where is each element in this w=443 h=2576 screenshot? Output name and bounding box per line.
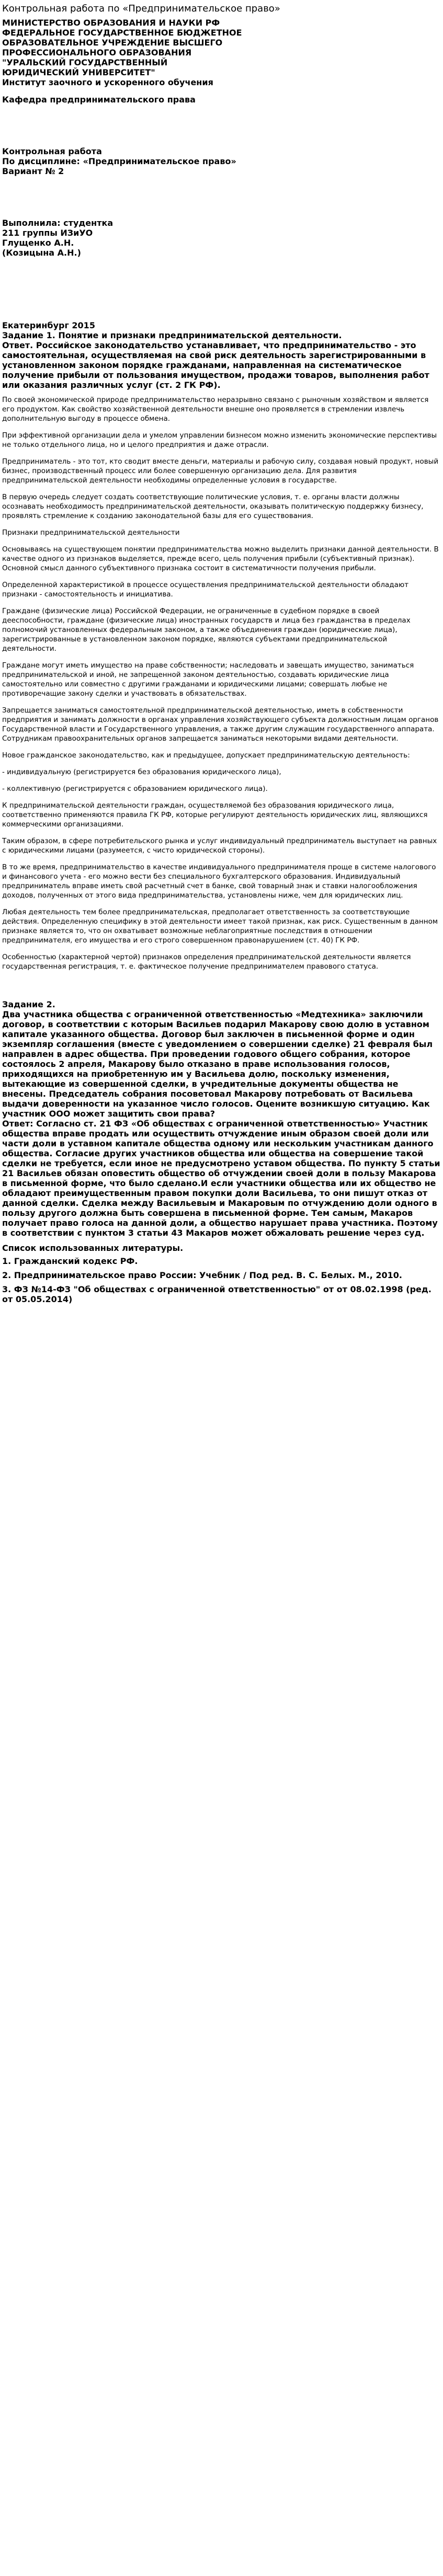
author-line: Выполнила: студентка (2, 218, 113, 228)
subheading: Признаки предпринимательской деятельности (2, 528, 180, 537)
paragraph: Запрещается заниматься самостоятельной предпринимательской деятельностью, иметь в собственности предприятия и занимать должности в органах управления хозяйствующего субъекта должностным лицам органов Государственной власти и Государственного управления, а также другим служащим государственного аппарата. Сотрудникам правоохранительных органов запрещается заниматься некоторыми видами деятельности. (2, 706, 439, 743)
task2-section (2, 999, 441, 1238)
paragraph: Основываясь на существующем понятии предпринимательства можно выделить признаки данной деятельности. В качестве одного из признаков выделяется, прежде всего, цель получения прибыли (субъективный признак). Основной смысл данного субъективного признака состоит в систематичности получения прибыли. (2, 545, 439, 572)
paragraph: В то же время, предпринимательство в качестве индивидуального предпринимателя проще в системе налогового и финансового учета - его можно вести без специального бухгалтерского образования. Индивидуальный предприниматель вправе иметь свой расчетный счет в банке, свой товарный знак и ставки налогообложения доходов, полученных от этого вида предпринимательства, установлены ниже, чем для юридических лиц. (2, 863, 436, 900)
author-line: 211 группы ИЗиУО (2, 228, 93, 238)
paragraph: Таким образом, в сфере потребительского рынка и услуг индивидуальный предприниматель выступает на равных с юридическими лицами (разумеется, с чисто юридической стороны). (2, 837, 437, 855)
discipline-line: По дисциплине: «Предпринимательское право» (2, 156, 236, 166)
institute-line: Институт заочного и ускоренного обучения (2, 77, 213, 87)
paragraph: Особенностью (характерной чертой) признаков определения предпринимательской деятельности является государственная регистрация, т. е. фактическое получение предпринимателем правового статуса. (2, 953, 411, 971)
paragraph: В первую очередь следует создать соответствующие политические условия, т. е. органы власти должны осознавать необходимость предпринимательской деятельности, оказывать политическую поддержку бизнесу, проявлять стремление к созданию законодательной базы для его существования. (2, 493, 424, 520)
reference-item: 1. Гражданский кодекс РФ. (2, 1256, 138, 1266)
department-line: Кафедра предпринимательского права (2, 95, 196, 105)
list-paragraph: - коллективную (регистрируется с образованием юридического лица). (2, 785, 268, 793)
header-line: "УРАЛЬСКИЙ ГОСУДАРСТВЕННЫЙ (2, 58, 168, 67)
author-line: Глущенко А.Н. (2, 238, 74, 248)
paragraph: Предприниматель - это тот, кто сводит вместе деньги, материалы и рабочую силу, создавая новый продукт, новый бизнес, производственный процесс или более совершенную организацию дела. Для развития предпринимательской деятельности необходимы определенные условия в государстве. (2, 457, 439, 485)
paragraph: Граждане могут иметь имущество на праве собственности; наследовать и завещать имущество, заниматься предпринимательской и иной, не запрещенной законом деятельностью, создавать юридические лица самостоятельно или совместно с другими гражданами и юридическими лицами; совершать любые не противоречащие закону сделки и участвовать в обязательствах. (2, 661, 414, 698)
header-line: ПРОФЕССИОНАЛЬНОГО ОБРАЗОВАНИЯ (2, 48, 192, 58)
task2-body: Два участника общества с ограниченной ответственностью «Медтехника» заключили договор, в соответствии с которым Васильев подарил Макарову свою долю в уставном капитале указанного общества. Договор был заключен в письменной форме и один экземпляр соглашения (вместе с уведомлением о совершении сделке) 21 февраля был направлен в адрес общества. При проведении годового общего собрания, которое состоялось 2 апреля, Макарову было отказано в праве использования голосов, приходящихся на приобретенную им у Васильева долю, поскольку изменения, вытекающие из совершенной сделки, в учредительные документы общества не внесены. Председатель собрания посоветовал Макарову потребовать от Васильева выдачи доверенности на указанное число голосов. Оцените возникшую ситуацию. Как участник ООО может защитить свои права? (2, 1009, 433, 1119)
document-title: Контрольная работа по «Предпринимательское право» (2, 3, 280, 14)
header-line: МИНИСТЕРСТВО ОБРАЗОВАНИЯ И НАУКИ РФ (2, 18, 220, 28)
author-info (2, 218, 441, 258)
task1-section (2, 330, 441, 971)
paragraph: Любая деятельность тем более предпринимательская, предполагает ответственность за соответствующие действия. Определенную специфику в этой деятельности имеет такой признак, как риск. Существенным в данном признаке является то, что он охватывает возможные неблагоприятные последствия в отношении предпринимателя, его имущества и его строго совершенном правонарушением (ст. 40) ГК РФ. (2, 908, 438, 945)
references-section (2, 1243, 441, 1304)
references-title: Список использованных литературы. (2, 1243, 184, 1253)
ministry-header (2, 18, 441, 87)
task1-answer: Ответ. Российское законодательство устанавливает, что предпринимательство - это самостоятельная, осуществляемая на свой риск деятельность зарегистрированными в установленном законом порядке гражданами, направленная на систематическое получение прибыли от пользования имуществом, продажи товаров, выполнения работ или оказания различных услуг (ст. 2 ГК РФ). (2, 340, 429, 390)
task2-heading: Задание 2. (2, 999, 55, 1009)
task1-heading: Задание 1. Понятие и признаки предпринимательской деятельности. (2, 330, 342, 340)
work-info (2, 146, 441, 176)
work-type: Контрольная работа (2, 146, 102, 156)
task2-answer: Ответ: Согласно ст. 21 ФЗ «Об обществах с ограниченной ответственностью» Участник общества вправе продать или осуществить отчуждение иным образом своей доли или части доли в уставном капитале общества одному или нескольким участникам данного общества. Согласие других участников общества или общества на совершение такой сделки не требуется, если иное не предусмотрено уставом общества. По пункту 5 статьи 21 Васильев обязан оповестить общество об отчуждении своей доли в пользу Макарова в письменной форме, что было сделано.И если участники общества или их общество не обладают преимущественным правом покупки доли Васильева, то они пишут отказ от данной сделки. Сделка между Васильевым и Макаровым по отчуждению доли одного в пользу другого должна быть совершена в письменной форме. Тем самым, Макаров получает право голоса на данной доли, а общество нарушает права участника. Поэтому в соответствии с пунктом 3 статьи 43 Макаров может обжаловать решение через суд. (2, 1119, 440, 1238)
city-year: Екатеринбург 2015 (2, 320, 95, 330)
paragraph: К предпринимательской деятельности граждан, осуществляемой без образования юридического лица, соответственно применяются правила ГК РФ, которые регулируют деятельность юридических лиц, являющихся коммерческими организациями. (2, 801, 428, 829)
list-paragraph: - индивидуальную (регистрируется без образования юридического лица), (2, 768, 281, 776)
header-line: ФЕДЕРАЛЬНОЕ ГОСУДАРСТВЕННОЕ БЮДЖЕТНОЕ (2, 28, 242, 38)
header-line: ОБРАЗОВАТЕЛЬНОЕ УЧРЕЖДЕНИЕ ВЫСШЕГО (2, 38, 223, 48)
header-line: ЮРИДИЧЕСКИЙ УНИВЕРСИТЕТ" (2, 67, 155, 77)
reference-item: 2. Предпринимательское право России: Учебник / Под ред. В. С. Белых. М., 2010. (2, 1270, 402, 1280)
paragraph: Определенной характеристикой в процессе осуществления предпринимательской деятельности обладают признаки - самостоятельность и инициатива. (2, 581, 409, 599)
variant-line: Вариант № 2 (2, 166, 64, 176)
paragraph: По своей экономической природе предпринимательство неразрывно связано с рыночным хозяйством и является его продуктом. Как свойство хозяйственной деятельности внешне оно проявляется в стремлении извлечь дополнительную выгоду в процессе обмена. (2, 396, 429, 423)
paragraph: При эффективной организации дела и умелом управлении бизнесом можно изменить экономические перспективы не только отдельного лица, но и целого предприятия и даже отрасли. (2, 431, 437, 449)
author-line: (Козицына А.Н.) (2, 248, 81, 258)
reference-item: 3. ФЗ №14-ФЗ "Об обществах с ограниченной ответственностью" от от 08.02.1998 (ред. от 05.05.2014) (2, 1284, 431, 1304)
paragraph: Граждане (физические лица) Российской Федерации, не ограниченные в судебном порядке в своей дееспособности, граждане (физические лица) иностранных государств и лица без гражданства в пределах полномочий установленных федеральным законом, а также объединения граждан (юридические лица), зарегистрированные в установленном законом порядке, являются субъектами предпринимательской деятельности. (2, 607, 411, 653)
paragraph: Новое гражданское законодательство, как и предыдущее, допускает предпринимательскую деятельность: (2, 751, 410, 760)
